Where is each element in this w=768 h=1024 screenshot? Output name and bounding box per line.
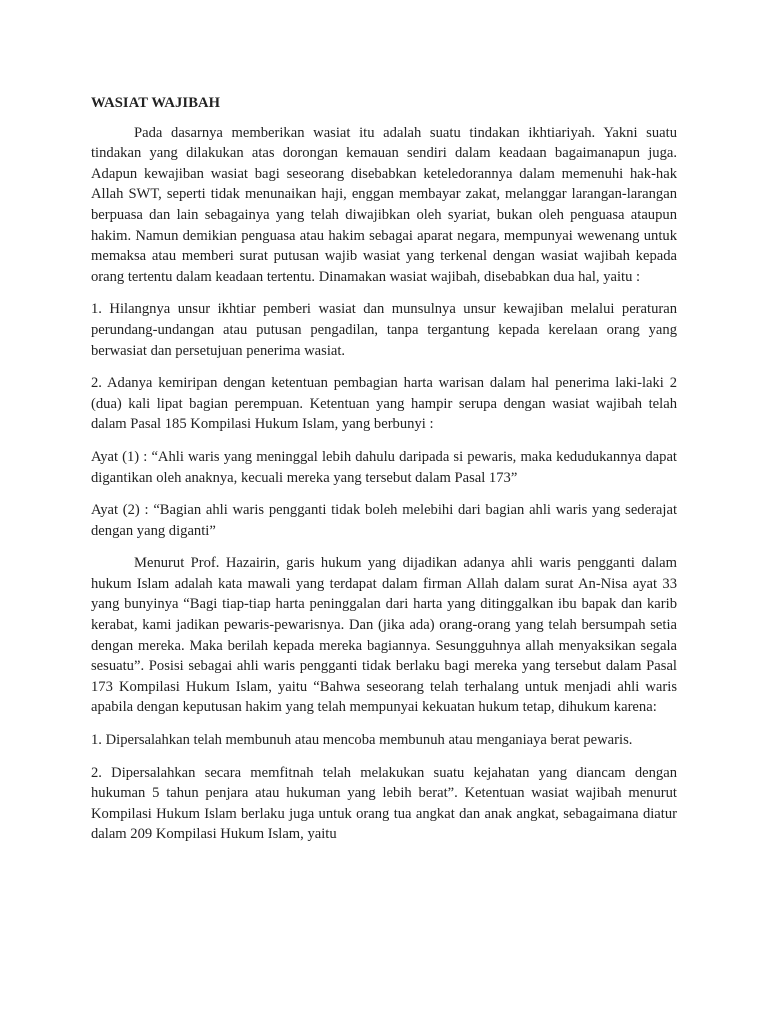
paragraph-reason-1: 1. Hilangnya unsur ikhtiar pemberi wasiat dan munsulnya unsur kewajiban melalui peraturan perundang-undangan atau putusan pengadilan, tanpa tergantung kepada kerelaan orang yang berwasiat dan persetujuan penerima wasiat. <box>91 301 677 359</box>
paragraph-cause-2: 2. Dipersalahkan secara memfitnah telah melakukan suatu kejahatan yang diancam dengan hukuman 5 tahun penjara atau hukuman yang lebih berat”. Ketentuan wasiat wajibah menurut Kompilasi Hukum Islam berlaku juga untuk orang tua angkat dan anak angkat, sebagaimana diatur dalam 209 Kompilasi Hukum Islam, yaitu <box>91 764 677 843</box>
paragraph-ayat-1: Ayat (1) : “Ahli waris yang meninggal lebih dahulu daripada si pewaris, maka kedudukannya dapat digantikan oleh anaknya, kecuali mereka yang tersebut dalam Pasal 173” <box>91 448 677 486</box>
paragraph-reason-2: 2. Adanya kemiripan dengan ketentuan pembagian harta warisan dalam hal penerima laki-laki 2 (dua) kali lipat bagian perempuan. Ketentuan yang hampir serupa dengan wasiat wajibah telah dalam Pasal 185 Kompilasi Hukum Islam, yang berbunyi : <box>91 375 677 433</box>
document-page <box>91 93 677 857</box>
paragraph-cause-1: 1. Dipersalahkan telah membunuh atau mencoba membunuh atau menganiaya berat pewaris. <box>91 732 633 749</box>
document-title: WASIAT WAJIBAH <box>91 95 221 111</box>
paragraph-ayat-2: Ayat (2) : “Bagian ahli waris pengganti tidak boleh melebihi dari bagian ahli waris yang sederajat dengan yang diganti” <box>91 502 677 539</box>
paragraph-intro: Pada dasarnya memberikan wasiat itu adalah suatu tindakan ikhtiariyah. Yakni suatu tindakan yang dilakukan atas dorongan kemauan sendiri dalam keadaan bagaimanapun juga. Adapun kewajiban wasiat bagi seseorang disebabkan keteledorannya dalam memenuhi hak-hak Allah SWT, seperti tidak menunaikan haji, enggan membayar zakat, melanggar larangan-larangan berpuasa dan lain sebagainya yang telah diwajibkan oleh syariat, bukan oleh penguasa ataupun hakim. Namun demikian penguasa atau hakim sebagai aparat negara, mempunyai wewenang untuk memaksa atau memberi surat putusan wajib wasiat yang terkenal dengan wasiat wajibah kepada orang tertentu dalam keadaan tertentu. Dinamakan wasiat wajibah, disebabkan dua hal, yaitu : <box>91 124 677 285</box>
paragraph-hazairin: Menurut Prof. Hazairin, garis hukum yang dijadikan adanya ahli waris pengganti dalam hukum Islam adalah kata mawali yang terdapat dalam firman Allah dalam surat An-Nisa ayat 33 yang bunyinya “Bagi tiap-tiap harta peninggalan dari harta yang ditinggalkan ibu bapak dan karib kerabat, kami jadikan pewaris-pewarisnya. Dan (jika ada) orang-orang yang telah bersumpah setia dengan mereka. Maka berilah kepada mereka bagiannya. Sesungguhnya allah menyaksikan segala sesuatu”. Posisi sebagai ahli waris pengganti tidak berlaku bagi mereka yang tersebut dalam Pasal 173 Kompilasi Hukum Islam, yaitu “Bahwa seseorang telah terhalang untuk menjadi ahli waris apabila dengan keputusan hakim yang telah mempunyai kekuatan hukum tetap, dihukum karena: <box>91 555 677 716</box>
